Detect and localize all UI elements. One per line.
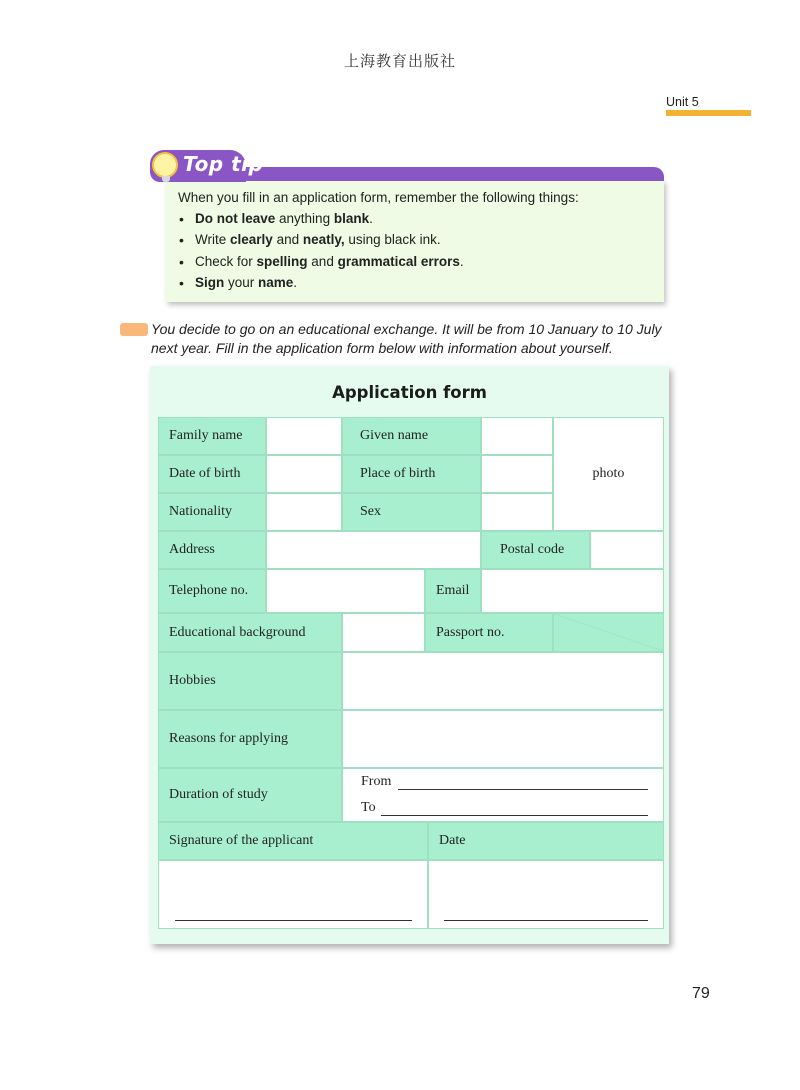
given-name-field[interactable] (481, 417, 553, 455)
top-tip-item (178, 232, 464, 253)
top-tip-text: and (307, 253, 338, 269)
top-tip-bold-text: clearly (230, 232, 273, 248)
top-tip-text: using black ink. (344, 232, 441, 248)
place-of-birth-label: Place of birth (342, 455, 481, 493)
reasons-field[interactable] (342, 710, 664, 768)
top-tip-bold-text: spelling (256, 253, 308, 269)
top-tip-text: your (224, 274, 259, 290)
top-tip-text: . (459, 253, 464, 269)
top-tip-title: Top tip (183, 152, 264, 176)
top-tip-bold-text: name (258, 274, 294, 290)
email-field[interactable] (481, 569, 664, 613)
date-field[interactable] (428, 860, 664, 929)
passport-field[interactable] (553, 613, 664, 652)
from-line[interactable] (398, 789, 648, 790)
postal-code-field[interactable] (590, 531, 664, 569)
date-of-birth-label: Date of birth (158, 455, 266, 493)
family-name-label: Family name (158, 417, 266, 455)
top-tip-text: and (272, 232, 303, 248)
family-name-field[interactable] (266, 417, 342, 455)
email-label: Email (425, 569, 481, 613)
postal-code-label: Postal code (481, 531, 590, 569)
signature-field[interactable] (158, 860, 428, 929)
top-tip-bold-text: Do not leave (195, 211, 276, 226)
sex-field[interactable] (481, 493, 553, 531)
nationality-field[interactable] (266, 493, 342, 531)
educational-background-field[interactable] (342, 613, 425, 652)
top-tip-bold-text: grammatical errors (337, 253, 460, 269)
educational-background-label: Educational background (158, 613, 342, 652)
signature-line (175, 920, 412, 921)
top-tip-bold-text: blank (333, 211, 370, 226)
date-of-birth-field[interactable] (266, 455, 342, 493)
photo-label: photo (592, 466, 625, 481)
instruction-marker (120, 323, 148, 336)
top-tip-text: Write (195, 232, 231, 248)
top-tip-list (178, 211, 464, 296)
hobbies-label: Hobbies (158, 652, 342, 710)
top-tip-item (178, 211, 464, 232)
unit-label: Unit 5 (666, 95, 699, 109)
hobbies-field[interactable] (342, 652, 664, 710)
duration-label: Duration of study (158, 768, 342, 822)
top-tip-text: . (369, 211, 373, 226)
to-line[interactable] (381, 815, 648, 816)
telephone-field[interactable] (266, 569, 425, 613)
nationality-label: Nationality (158, 493, 266, 531)
photo-box[interactable] (553, 417, 664, 531)
signature-label: Signature of the applicant (158, 822, 428, 860)
telephone-label: Telephone no. (158, 569, 266, 613)
duration-field[interactable] (342, 768, 664, 822)
address-field[interactable] (266, 531, 481, 569)
top-tip-text: Check for (195, 253, 257, 269)
to-label: To (361, 800, 376, 815)
date-line (444, 920, 648, 921)
page-number: 79 (692, 985, 710, 1002)
top-tip-text: . (293, 274, 298, 290)
top-tip-bold-text: Sign (195, 274, 225, 290)
unit-bar (666, 110, 751, 116)
sex-label: Sex (342, 493, 481, 531)
form-title: Application form (332, 383, 487, 402)
top-tip-item (178, 254, 464, 275)
reasons-label: Reasons for applying (158, 710, 342, 768)
top-tip-item (178, 275, 464, 296)
address-label: Address (158, 531, 266, 569)
from-label: From (361, 774, 392, 789)
publisher-name: 上海教育出版社 (343, 52, 456, 70)
given-name-label: Given name (342, 417, 481, 455)
place-of-birth-field[interactable] (481, 455, 553, 493)
passport-label: Passport no. (425, 613, 553, 652)
lightbulb-icon (152, 152, 178, 178)
top-tip-text: anything (275, 211, 334, 226)
top-tip-intro: When you fill in an application form, remember the following things: (178, 190, 579, 205)
date-label: Date (428, 822, 664, 860)
instruction-text: You decide to go on an educational exchange. It will be from 10 January to 10 July next year. Fill in the application form below with information about yourself. (151, 321, 662, 356)
top-tip-bold-text: neatly, (302, 232, 345, 248)
